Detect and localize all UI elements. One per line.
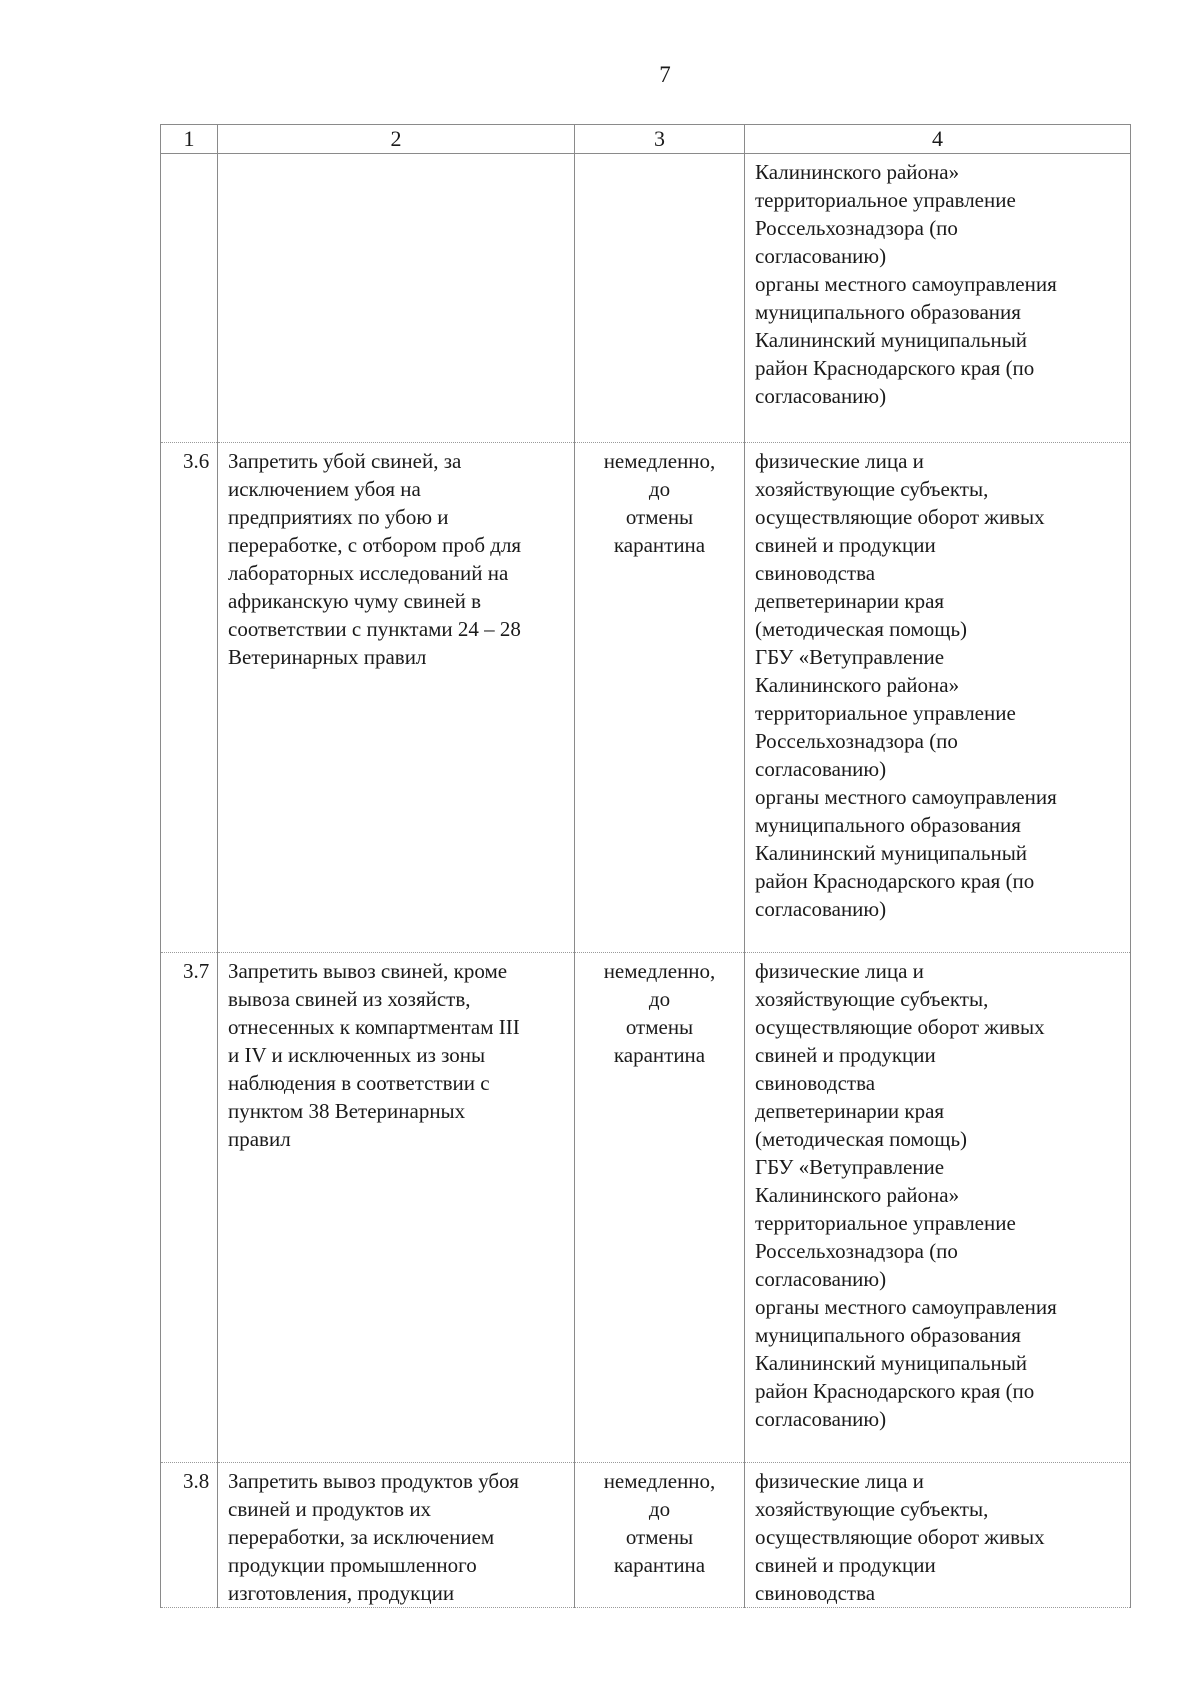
table-row — [161, 443, 1131, 953]
text-line: органы местного самоуправления — [755, 1295, 1057, 1319]
cell-responsible-continuation — [745, 154, 1131, 443]
text-line: физические лица и — [755, 959, 924, 983]
text-line: согласованию) — [755, 1267, 887, 1291]
text-line: ГБУ «Ветуправление — [755, 645, 945, 669]
text-line: Россельхознадзора (по — [755, 729, 958, 753]
cell-item-number: 3.7 — [161, 953, 218, 1463]
text-line: отмены — [625, 1015, 694, 1039]
text-line: депветеринарии края — [755, 1099, 945, 1123]
page-number: 7 — [659, 62, 671, 87]
text-line: переработки, за исключением — [228, 1525, 495, 1549]
text-line: территориальное управление — [755, 1211, 1016, 1235]
cell-deadline — [575, 1463, 745, 1608]
text-line: карантина — [613, 533, 706, 557]
text-line: Ветеринарных правил — [228, 645, 427, 669]
text-line: муниципального образования — [755, 300, 1021, 324]
cell-item-number: 3.6 — [161, 443, 218, 953]
text-line: осуществляющие оборот живых — [755, 1015, 1045, 1039]
table-header-row — [161, 125, 1131, 154]
column-header-1: 1 — [161, 125, 218, 154]
text-line: согласованию) — [755, 897, 887, 921]
text-line: (методическая помощь) — [755, 1127, 968, 1151]
text-line: карантина — [613, 1553, 706, 1577]
text-line: Запретить вывоз продуктов убоя — [228, 1469, 519, 1493]
text-line: свиней и продукции — [755, 533, 936, 557]
text-line: немедленно, — [603, 1469, 716, 1493]
text-line: немедленно, — [603, 959, 716, 983]
text-line: хозяйствующие субъекты, — [755, 987, 989, 1011]
text-line: пунктом 38 Ветеринарных — [228, 1099, 466, 1123]
text-line: свиноводства — [755, 1581, 876, 1605]
cell-deadline — [575, 443, 745, 953]
text-line: Россельхознадзора (по — [755, 216, 958, 240]
text-line: район Краснодарского края (по — [755, 356, 1035, 380]
cell-measure-empty — [218, 154, 575, 443]
text-line: правил — [228, 1127, 291, 1151]
text-line: отнесенных к компартментам III — [228, 1015, 520, 1039]
text-line: хозяйствующие субъекты, — [755, 477, 989, 501]
text-line: вывоза свиней из хозяйств, — [228, 987, 471, 1011]
text-line: карантина — [613, 1043, 706, 1067]
text-line: органы местного самоуправления — [755, 272, 1057, 296]
text-line: немедленно, — [603, 449, 716, 473]
text-line: Запретить вывоз свиней, кроме — [228, 959, 508, 983]
text-line: территориальное управление — [755, 701, 1016, 725]
cell-responsible — [745, 443, 1131, 953]
text-line: свиноводства — [755, 1071, 876, 1095]
text-line: Калининский муниципальный — [755, 841, 1028, 865]
cell-measure — [218, 953, 575, 1463]
text-line: депветеринарии края — [755, 589, 945, 613]
text-line: Россельхознадзора (по — [755, 1239, 958, 1263]
text-line: лабораторных исследований на — [228, 561, 509, 585]
text-line: (методическая помощь) — [755, 617, 968, 641]
text-line: Калининского района» — [755, 160, 960, 184]
text-line: муниципального образования — [755, 1323, 1021, 1347]
text-line: свиноводства — [755, 561, 876, 585]
text-line: Запретить убой свиней, за — [228, 449, 462, 473]
text-line: свиней и продуктов их — [228, 1497, 432, 1521]
text-line: Калининский муниципальный — [755, 328, 1028, 352]
text-line: предприятиях по убою и — [228, 505, 449, 529]
text-line: наблюдения в соответствии с — [228, 1071, 490, 1095]
column-header-2: 2 — [218, 125, 575, 154]
cell-responsible — [745, 953, 1131, 1463]
text-line: продукции промышленного — [228, 1553, 477, 1577]
text-line: изготовления, продукции — [228, 1581, 455, 1605]
text-line: исключением убоя на — [228, 477, 421, 501]
text-line: Калининского района» — [755, 673, 960, 697]
text-line: соответствии с пунктами 24 – 28 — [228, 617, 521, 641]
table-row — [161, 953, 1131, 1463]
text-line: до — [648, 987, 671, 1011]
text-line: территориальное управление — [755, 188, 1016, 212]
text-line: хозяйствующие субъекты, — [755, 1497, 989, 1521]
text-line: ГБУ «Ветуправление — [755, 1155, 945, 1179]
cell-measure — [218, 443, 575, 953]
text-line: свиней и продукции — [755, 1553, 936, 1577]
cell-item-number: 3.8 — [161, 1463, 218, 1608]
text-line: физические лица и — [755, 1469, 924, 1493]
text-line: район Краснодарского края (по — [755, 1379, 1035, 1403]
cell-deadline — [575, 953, 745, 1463]
cell-deadline-empty — [575, 154, 745, 443]
text-line: до — [648, 1497, 671, 1521]
cell-measure — [218, 1463, 575, 1608]
text-line: переработке, с отбором проб для — [228, 533, 522, 557]
text-line: Калининского района» — [755, 1183, 960, 1207]
table-row-continuation — [161, 154, 1131, 443]
text-line: свиней и продукции — [755, 1043, 936, 1067]
text-line: Калининский муниципальный — [755, 1351, 1028, 1375]
text-line: органы местного самоуправления — [755, 785, 1057, 809]
text-line: район Краснодарского края (по — [755, 869, 1035, 893]
cell-number-empty — [161, 154, 218, 443]
text-line: африканскую чуму свиней в — [228, 589, 482, 613]
text-line: согласованию) — [755, 244, 887, 268]
text-line: до — [648, 477, 671, 501]
cell-responsible — [745, 1463, 1131, 1608]
measures-table — [160, 124, 1131, 1608]
table-row — [161, 1463, 1131, 1608]
text-line: согласованию) — [755, 384, 887, 408]
text-line: и IV и исключенных из зоны — [228, 1043, 486, 1067]
text-line: физические лица и — [755, 449, 924, 473]
column-header-3: 3 — [575, 125, 745, 154]
column-header-4: 4 — [745, 125, 1131, 154]
text-line: осуществляющие оборот живых — [755, 1525, 1045, 1549]
text-line: согласованию) — [755, 1407, 887, 1431]
text-line: осуществляющие оборот живых — [755, 505, 1045, 529]
text-line: согласованию) — [755, 757, 887, 781]
text-line: муниципального образования — [755, 813, 1021, 837]
text-line: отмены — [625, 505, 694, 529]
table-body — [161, 154, 1131, 1608]
text-line: отмены — [625, 1525, 694, 1549]
